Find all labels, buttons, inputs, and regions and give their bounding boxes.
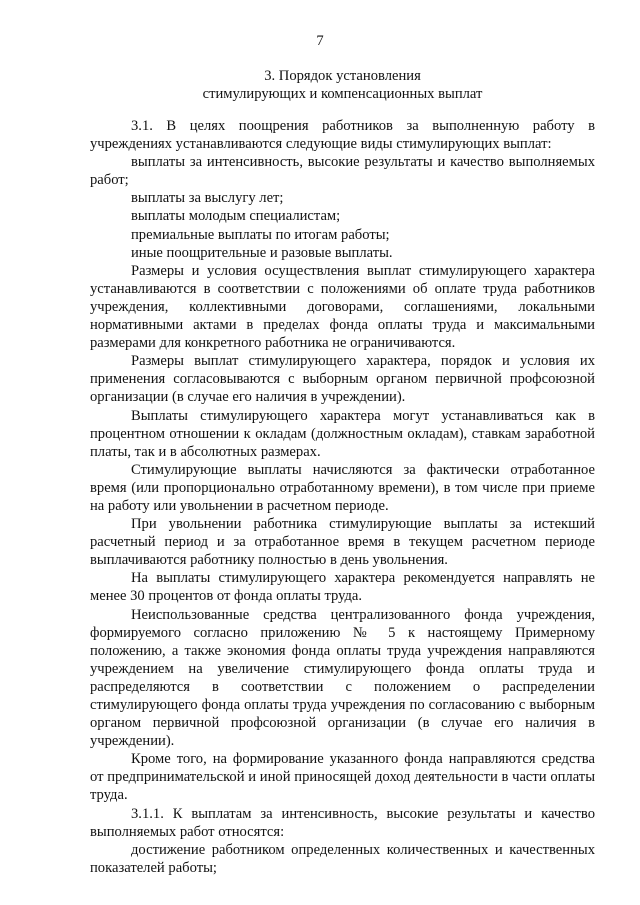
paragraph: 3.1. В целях поощрения работников за выполненную работу в учреждениях устанавливаются следующие виды стимулирующих выплат: bbox=[90, 118, 595, 153]
list-item: достижение работником определенных количественных и качественных показателей работы; bbox=[90, 841, 595, 876]
paragraph: Кроме того, на формирование указанного фонда направляются средства от предпринимательской и иной приносящей доход деятельности в части оплаты труда. bbox=[90, 751, 595, 804]
list-item: выплаты молодым специалистам; bbox=[131, 208, 341, 225]
section-title bbox=[90, 67, 595, 103]
list-item: выплаты за интенсивность, высокие результаты и качество выполняемых работ; bbox=[90, 154, 595, 189]
list-item: выплаты за выслугу лет; bbox=[131, 190, 284, 207]
section-title-line-1: 3. Порядок установления bbox=[264, 68, 421, 84]
list-item: премиальные выплаты по итогам работы; bbox=[131, 226, 390, 243]
paragraph: Неиспользованные средства централизованного фонда учреждения, формируемого согласно приложению № 5 к настоящему Примерному положению, а также экономия фонда оплаты труда учреждения направляются учреждением на увеличение стимулирующего фонда оплаты труда и распределяются в соответствии с положением о распределении стимулирующего фонда оплаты труда учреждения по согласованию с выборным органом первичной профсоюзной организации (в случае его наличия в учреждении). bbox=[90, 606, 595, 750]
paragraph: Стимулирующие выплаты начисляются за фактически отработанное время (или пропорционально отработанному времени), в том числе при приеме на работу или увольнении в расчетном периоде. bbox=[90, 461, 595, 514]
paragraph: При увольнении работника стимулирующие выплаты за истекший расчетный период и за отработанное время в текущем расчетном периоде выплачиваются работнику полностью в день увольнения. bbox=[90, 516, 595, 569]
paragraph: 3.1.1. К выплатам за интенсивность, высокие результаты и качество выполняемых работ относятся: bbox=[90, 805, 595, 840]
paragraph: На выплаты стимулирующего характера рекомендуется направлять не менее 30 процентов от фонда оплаты труда. bbox=[90, 570, 595, 605]
page-number: 7 bbox=[316, 33, 324, 49]
paragraph: Размеры и условия осуществления выплат стимулирующего характера устанавливаются в соответствии с положениями об оплате труда работников учреждения, коллективными договорами, соглашениями, локальными нормативными актами в пределах фонда оплаты труда и максимальными размерами для конкретного работника не ограничиваются. bbox=[90, 262, 595, 352]
paragraph: Размеры выплат стимулирующего характера, порядок и условия их применения согласовываются с выборным органом первичной профсоюзной организации (в случае его наличия в учреждении). bbox=[90, 353, 595, 406]
document-body bbox=[90, 117, 595, 877]
paragraph: Выплаты стимулирующего характера могут устанавливаться как в процентном отношении к окладам (должностным окладам), ставкам заработной платы, так и в абсолютных размерах. bbox=[90, 407, 595, 460]
section-title-line-2: стимулирующих и компенсационных выплат bbox=[202, 86, 483, 102]
list-item: иные поощрительные и разовые выплаты. bbox=[131, 244, 393, 261]
